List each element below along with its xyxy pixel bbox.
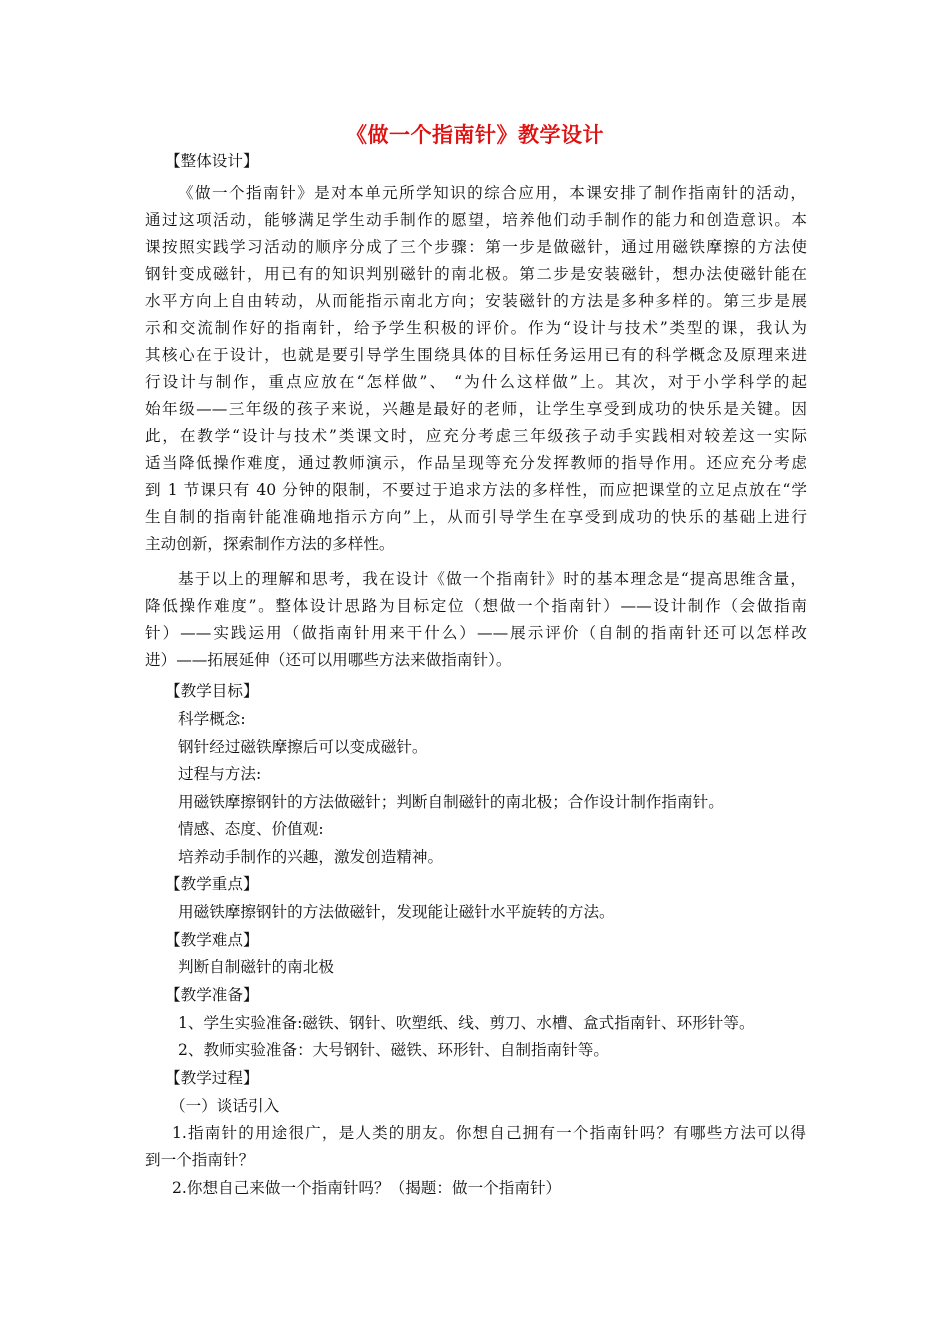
paragraph-line: 示和交流制作好的指南针，给予学生积极的评价。作为“设计与技术”类型的课，我认为 (145, 319, 807, 337)
goal-item: 过程与方法: (178, 765, 262, 783)
paragraph-line: 行设计与制作，重点应放在“怎样做”、 “为什么这样做”上。其次，对于小学科学的起 (145, 373, 807, 391)
paragraph-line: 钢针变成磁针，用已有的知识判别磁针的南北极。第二步是安装磁针，想办法使磁针能在 (145, 265, 807, 283)
paragraph-line: 其核心在于设计，也就是要引导学生围绕具体的目标任务运用已有的科学概念及原理来进 (145, 346, 807, 364)
paragraph-line: 针）——实践运用（做指南针用来干什么）——展示评价（自制的指南针还可以怎样改 (145, 624, 807, 642)
process-subheading: （一）谈话引入 (170, 1097, 280, 1115)
paragraph-line: 《做一个指南针》是对本单元所学知识的综合应用，本课安排了制作指南针的活动， (178, 184, 806, 202)
prep-item: 1、学生实验准备:磁铁、钢针、吹塑纸、线、剪刀、水槽、盒式指南针、环形针等。 (178, 1014, 755, 1032)
paragraph-line: 基于以上的理解和思考，我在设计《做一个指南针》时的基本理念是“提高思维含量， (178, 570, 806, 588)
document-title: 《做一个指南针》教学设计 (346, 122, 604, 147)
paragraph-line: 1.指南针的用途很广，是人类的朋友。你想自己拥有一个指南针吗？有哪些方法可以得 (172, 1124, 806, 1142)
paragraph-line: 主动创新，探索制作方法的多样性。 (145, 535, 395, 553)
paragraph-line: 到一个指南针？ (145, 1151, 255, 1169)
goal-item: 情感、态度、价值观: (178, 820, 324, 838)
paragraph-line: 适当降低操作难度，通过教师演示，作品呈现等充分发挥教师的指导作用。还应充分考虑 (145, 454, 807, 472)
prep-item: 2、教师实验准备：大号钢针、磁铁、环形针、自制指南针等。 (178, 1041, 609, 1059)
paragraph-line: 水平方向上自由转动，从而能指示南北方向；安装磁针的方法是多种多样的。第三步是展 (145, 292, 807, 310)
goal-item: 科学概念: (178, 710, 246, 728)
heading-preparation: 【教学准备】 (165, 986, 259, 1004)
paragraph-line: 到 1 节课只有 40 分钟的限制，不要过于追求方法的多样性，而应把课堂的立足点放在“学 (145, 481, 807, 499)
paragraph-line: 始年级——三年级的孩子来说，兴趣是最好的老师，让学生享受到成功的快乐是关键。因 (145, 400, 807, 418)
heading-process: 【教学过程】 (165, 1069, 259, 1087)
difficulty-text: 判断自制磁针的南北极 (178, 958, 334, 976)
heading-difficulty: 【教学难点】 (165, 931, 259, 949)
paragraph-line: 课按照实践学习活动的顺序分成了三个步骤：第一步是做磁针，通过用磁铁摩擦的方法使 (145, 238, 807, 256)
paragraph-line: 通过这项活动，能够满足学生动手制作的愿望，培养他们动手制作的能力和创造意识。本 (145, 211, 807, 229)
goal-item: 用磁铁摩擦钢针的方法做磁针；判断自制磁针的南北极；合作设计制作指南针。 (178, 793, 724, 811)
heading-overall: 【整体设计】 (165, 152, 259, 170)
paragraph-line: 降低操作难度”。整体设计思路为目标定位（想做一个指南针）——设计制作（会做指南 (145, 597, 807, 615)
goal-item: 培养动手制作的兴趣，激发创造精神。 (178, 848, 444, 866)
heading-goals: 【教学目标】 (165, 682, 259, 700)
paragraph-line: 进）——拓展延伸（还可以用哪些方法来做指南针）。 (145, 651, 512, 669)
heading-key-point: 【教学重点】 (165, 875, 259, 893)
key-point-text: 用磁铁摩擦钢针的方法做磁针，发现能让磁针水平旋转的方法。 (178, 903, 615, 921)
goal-item: 钢针经过磁铁摩擦后可以变成磁针。 (178, 738, 428, 756)
paragraph-line: 此，在教学“设计与技术”类课文时，应充分考虑三年级孩子动手实践相对较差这一实际 (145, 427, 807, 445)
paragraph-line: 2.你想自己来做一个指南针吗？（揭题：做一个指南针） (172, 1179, 562, 1197)
paragraph-line: 生自制的指南针能准确地指示方向”上，从而引导学生在享受到成功的快乐的基础上进行 (145, 508, 807, 526)
